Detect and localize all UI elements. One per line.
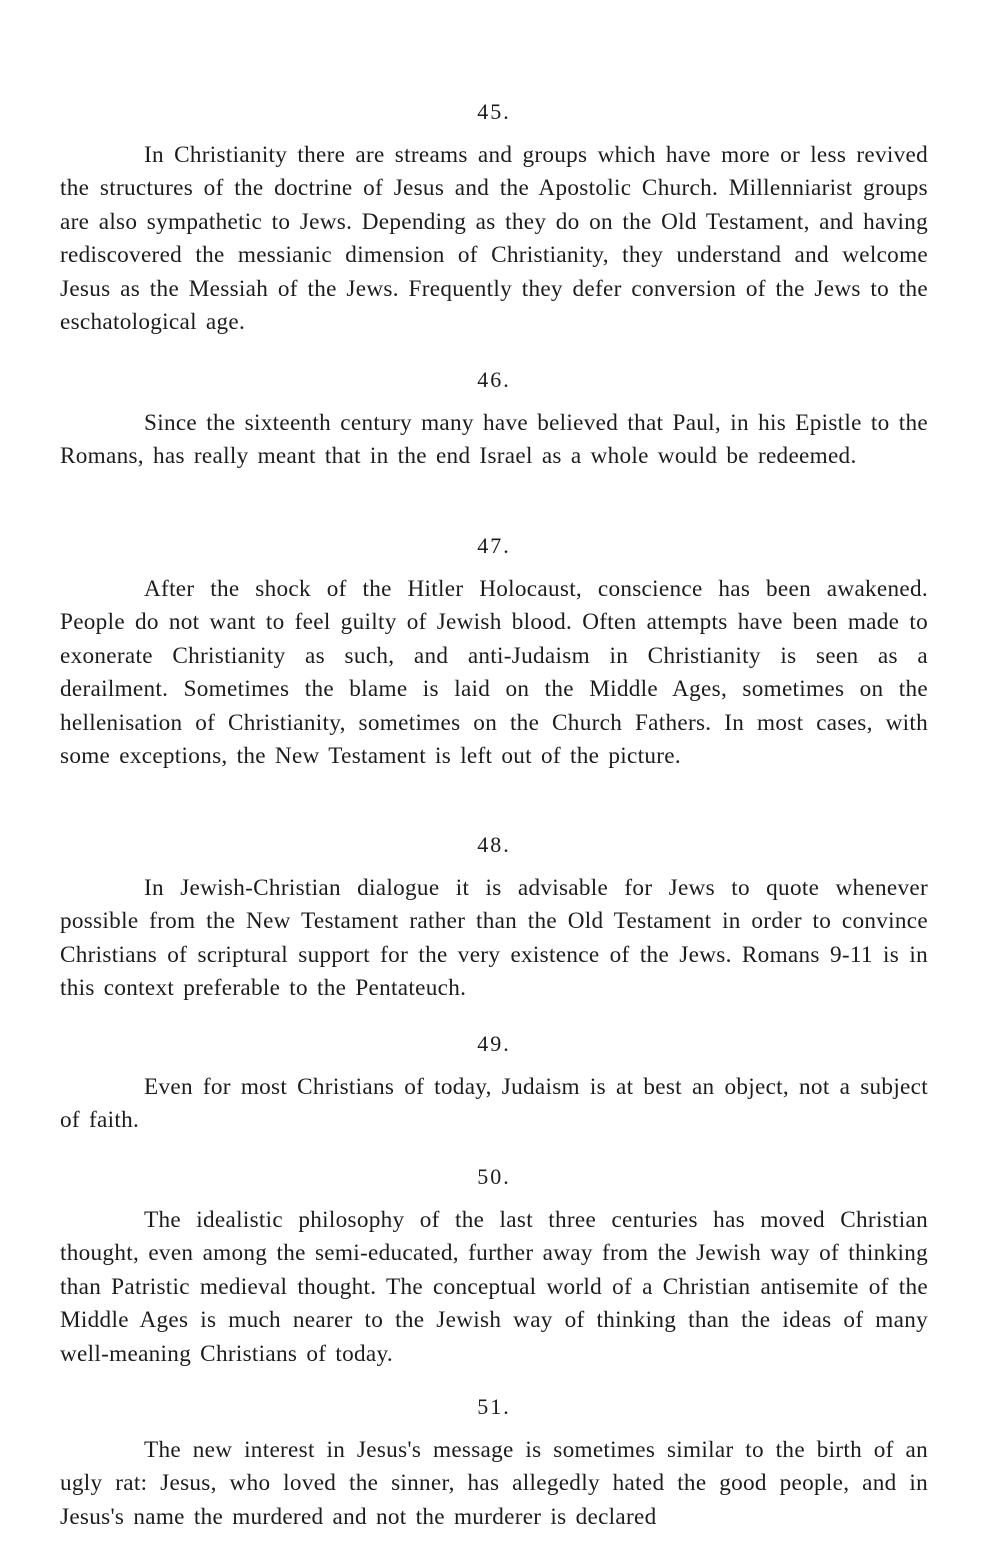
section-paragraph: In Jewish-Christian dialogue it is advisable for Jews to quote whenever possible from the New Testament rather than the Old Testament in order to convince Christians of scriptural support for the very existence of the Jews. Romans 9-11 is in this context preferable to the Pentateuch. — [60, 875, 928, 1002]
section-number: 46. — [477, 367, 511, 392]
section-number: 45. — [477, 99, 511, 124]
section-number: 49. — [477, 1031, 511, 1056]
section-paragraph: Even for most Christians of today, Judaism is at best an object, not a subject of faith. — [60, 1074, 928, 1134]
section-paragraph: The new interest in Jesus's message is sometimes similar to the birth of an ugly rat: Jesus, who loved the sinner, has allegedly hated the good people, and in Jesus's name the murdered and not the murderer is declared — [60, 1437, 928, 1530]
section-paragraph: Since the sixteenth century many have believed that Paul, in his Epistle to the Romans, has really meant that in the end Israel as a whole would be redeemed. — [60, 410, 928, 470]
section-paragraph: After the shock of the Hitler Holocaust, conscience has been awakened. People do not want to feel guilty of Jewish blood. Often attempts have been made to exonerate Christianity as such, and anti-Judaism in Christianity is seen as a derailment. Sometimes the blame is laid on the Middle Ages, sometimes on the hellenisation of Christianity, sometimes on the Church Fathers. In most cases, with some exceptions, the New Testament is left out of the picture. — [60, 576, 928, 770]
section-51 — [60, 1390, 928, 1534]
section-paragraph: The idealistic philosophy of the last three centuries has moved Christian thought, even among the semi-educated, further away from the Jewish way of thinking than Patristic medieval thought. The conceptual world of a Christian antisemite of the Middle Ages is much nearer to the Jewish way of thinking than the ideas of many well-meaning Christians of today. — [60, 1207, 928, 1367]
section-paragraph: In Christianity there are streams and groups which have more or less revived the structures of the doctrine of Jesus and the Apostolic Church. Millenniarist groups are also sympathetic to Jews. Depending as they do on the Old Testament, and having rediscovered the messianic dimension of Christianity, they understand and welcome Jesus as the Messiah of the Jews. Frequently they defer conversion of the Jews to the eschatological age. — [60, 142, 928, 336]
section-number: 51. — [477, 1394, 511, 1419]
section-48 — [60, 828, 928, 1006]
section-number: 48. — [477, 832, 511, 857]
section-50 — [60, 1160, 928, 1371]
section-46 — [60, 363, 928, 474]
section-45 — [60, 95, 928, 339]
section-47 — [60, 529, 928, 773]
document-page — [60, 0, 928, 1562]
section-number: 47. — [477, 533, 511, 558]
section-49 — [60, 1027, 928, 1138]
section-number: 50. — [477, 1164, 511, 1189]
